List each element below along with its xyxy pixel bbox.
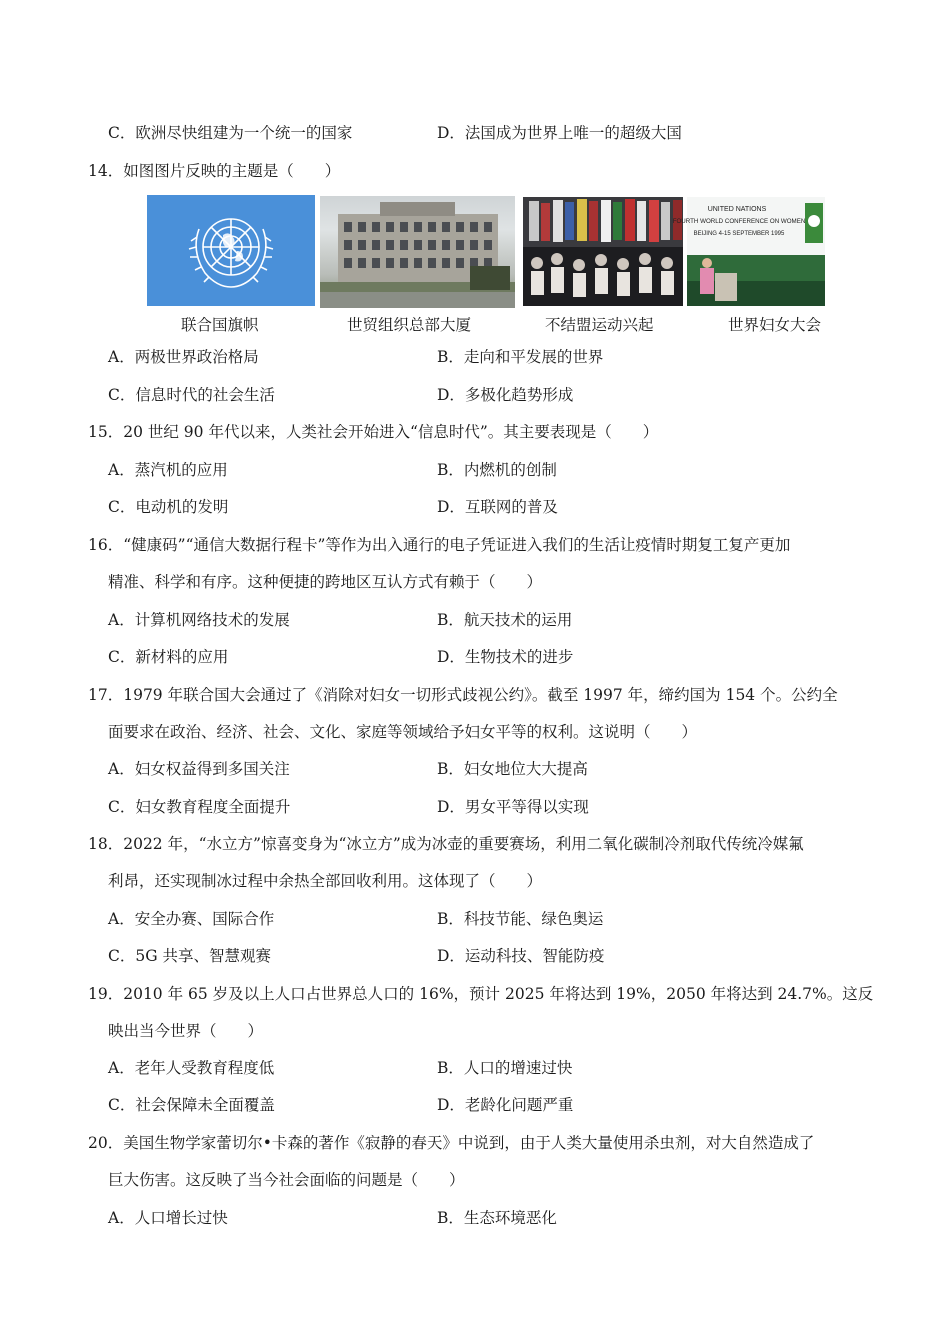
q15-option-d: D．互联网的普及 — [437, 498, 558, 516]
q16-option-d: D．生物技术的进步 — [437, 648, 574, 666]
building-icon — [320, 196, 515, 308]
banner-line-1: UNITED NATIONS — [707, 206, 767, 213]
q19-option-c: C．社会保障未全面覆盖 — [108, 1096, 275, 1114]
q19-stem-line-1: 19．2010 年 65 岁及以上人口占世界总人口的 16%，预计 2025 年将达到 19%，2050 年将达到 24.7%。这反 — [88, 985, 874, 1003]
conference-stage-icon — [672, 197, 825, 306]
caption-wto-building: 世贸组织总部大厦 — [347, 316, 472, 334]
q13-option-d: D．法国成为世界上唯一的超级大国 — [437, 124, 682, 142]
wto-building-image — [320, 196, 515, 308]
q20-stem-line-2: 巨大伤害。这反映了当今社会面临的问题是（ ） — [108, 1171, 465, 1189]
q14-option-a: A．两极世界政治格局 — [108, 348, 259, 366]
q17-option-c: C．妇女教育程度全面提升 — [108, 798, 291, 816]
q17-option-d: D．男女平等得以实现 — [437, 798, 589, 816]
q17-stem-line-2: 面要求在政治、经济、社会、文化、家庭等领域给予妇女平等的权利。这说明（ ） — [108, 723, 698, 741]
q16-option-b: B．航天技术的运用 — [437, 611, 573, 629]
q16-option-c: C．新材料的应用 — [108, 648, 229, 666]
banner-line-3: BEIJING 4-15 SEPTEMBER 1995 — [693, 231, 785, 237]
q13-option-c: C．欧洲尽快组建为一个统一的国家 — [108, 124, 353, 142]
q15-option-a: A．蒸汽机的应用 — [108, 461, 228, 479]
nam-meeting-image — [523, 197, 683, 306]
q17-stem-line-1: 17．1979 年联合国大会通过了《消除对妇女一切形式歧视公约》。截至 1997 年，缔约国为 154 个。公约全 — [88, 686, 838, 704]
q19-option-d: D．老龄化问题严重 — [437, 1096, 574, 1114]
q19-stem-line-2: 映出当今世界（ ） — [108, 1022, 264, 1040]
q18-option-c: C．5G 共享、智慧观赛 — [108, 947, 272, 965]
q18-stem-line-1: 18．2022 年，“水立方”惊喜变身为“冰立方”成为冰壶的重要赛场，利用二氧化碳制冷剂取代传统冷媒氟 — [88, 835, 804, 853]
un-flag-image — [147, 195, 315, 306]
q14-option-b: B．走向和平发展的世界 — [437, 348, 604, 366]
q20-option-a: A．人口增长过快 — [108, 1209, 228, 1227]
q18-option-b: B．科技节能、绿色奥运 — [437, 910, 604, 928]
q17-option-a: A．妇女权益得到多国关注 — [108, 760, 290, 778]
banner-line-2: FOURTH WORLD CONFERENCE ON WOMEN — [672, 218, 806, 225]
women-conference-image — [672, 197, 825, 306]
q20-stem-line-1: 20．美国生物学家蕾切尔•卡森的著作《寂静的春天》中说到，由于人类大量使用杀虫剂，对大自然造成了 — [88, 1134, 815, 1152]
q17-option-b: B．妇女地位大大提高 — [437, 760, 588, 778]
q15-stem: 15．20 世纪 90 年代以来，人类社会开始进入“信息时代”。其主要表现是（ ） — [88, 423, 659, 441]
q16-option-a: A．计算机网络技术的发展 — [108, 611, 290, 629]
un-emblem-icon — [147, 195, 315, 306]
q19-option-a: A．老年人受教育程度低 — [108, 1059, 275, 1077]
q16-stem-line-1: 16．“健康码”“通信大数据行程卡”等作为出入通行的电子凭证进入我们的生活让疫情时期复工复产更加 — [88, 536, 791, 554]
q14-option-c: C．信息时代的社会生活 — [108, 386, 275, 404]
q15-option-b: B．内燃机的创制 — [437, 461, 557, 479]
q18-stem-line-2: 利昂，还实现制冰过程中余热全部回收利用。这体现了（ ） — [108, 872, 543, 890]
q15-option-c: C．电动机的发明 — [108, 498, 229, 516]
q18-option-d: D．运动科技、智能防疫 — [437, 947, 605, 965]
q14-stem: 14．如图图片反映的主题是（ ） — [88, 162, 341, 180]
q20-option-b: B．生态环境恶化 — [437, 1209, 557, 1227]
flags-crowd-icon — [523, 197, 683, 306]
caption-un-flag: 联合国旗帜 — [181, 316, 259, 334]
q19-option-b: B．人口的增速过快 — [437, 1059, 573, 1077]
caption-women-conference: 世界妇女大会 — [728, 316, 822, 334]
caption-nam: 不结盟运动兴起 — [545, 316, 654, 334]
q16-stem-line-2: 精准、科学和有序。这种便捷的跨地区互认方式有赖于（ ） — [108, 573, 543, 591]
q18-option-a: A．安全办赛、国际合作 — [108, 910, 275, 928]
q14-option-d: D．多极化趋势形成 — [437, 386, 574, 404]
